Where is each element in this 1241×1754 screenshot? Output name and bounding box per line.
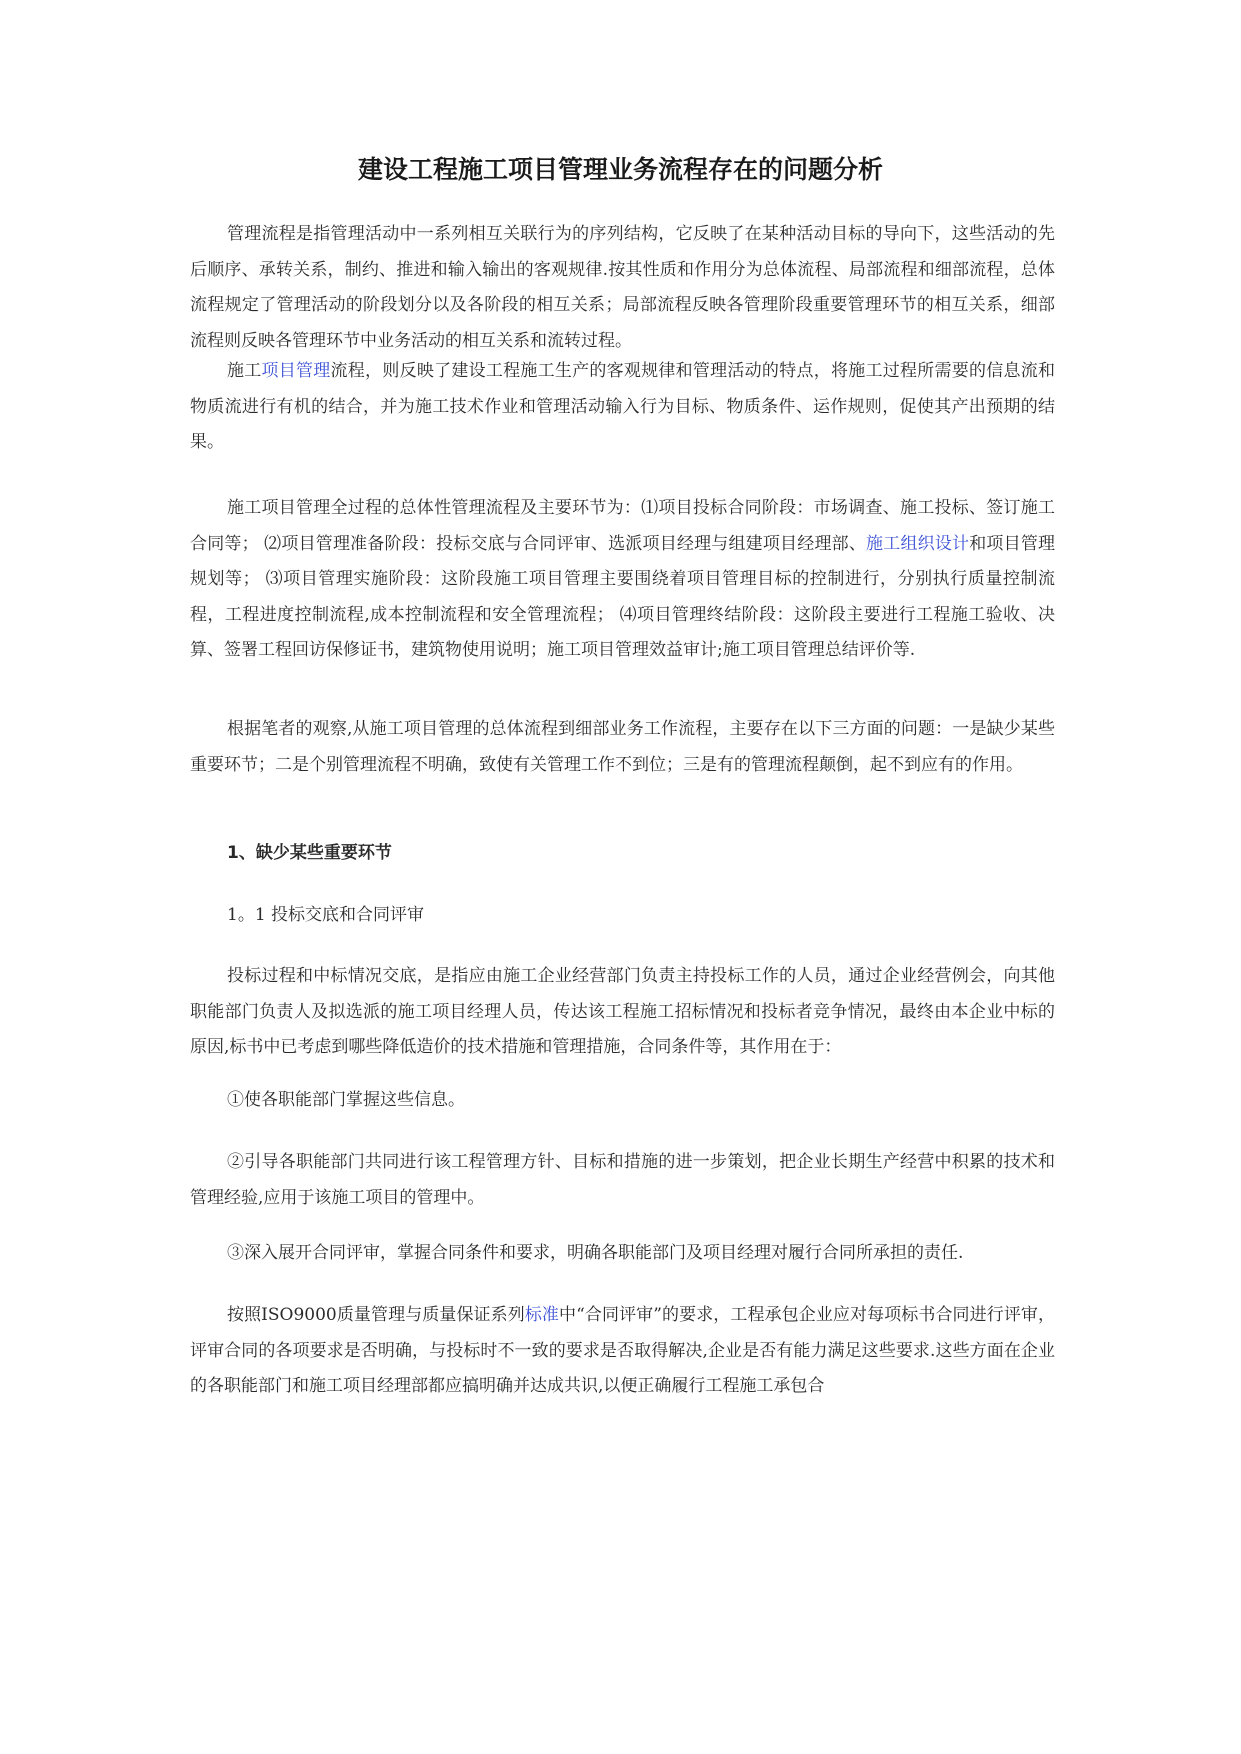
paragraph-construction-process — [190, 354, 1055, 461]
paragraph-management-process: 管理流程是指管理活动中一系列相互关联行为的序列结构，它反映了在某种活动目标的导向下，这些活动的先后顺序、承转关系，制约、推进和输入输出的客观规律.按其性质和作用分为总体流程、局部流程和细部流程，总体流程规定了管理活动的阶段划分以及各阶段的相互关系；局部流程反映各管理阶段重要管理环节的相互关系，细部流程则反映各管理环节中业务活动的相互关系和流转过程。 — [190, 224, 1055, 351]
paragraph-overall-process — [190, 491, 1055, 669]
link-standard[interactable]: 标准 — [524, 1305, 560, 1325]
link-construction-organization-design[interactable]: 施工组织设计 — [866, 533, 970, 554]
list-item-3: ③深入展开合同评审，掌握合同条件和要求，明确各职能部门及项目经理对履行合同所承担的责任. — [227, 1243, 964, 1263]
text-segment: 和项目管理规划等； ⑶项目管理实施阶段：这阶段施工项目管理主要围绕着项目管理目标的控制进行，分别执行质量控制流程，工程进度控制流程,成本控制流程和安全管理流程； ⑷项目管理终结阶段：这阶段主要进行工程施工验收、决算、签署工程回访保修证书，建筑物使用说明；施工项目管理效益审计;施工项目管理总结评价等. — [190, 533, 1056, 660]
list-item-1: ①使各职能部门掌握这些信息。 — [227, 1090, 465, 1110]
paragraph-bid-disclosure: 投标过程和中标情况交底，是指应由施工企业经营部门负责主持投标工作的人员，通过企业经营例会，向其他职能部门负责人及拟选派的施工项目经理人员，传达该工程施工招标情况和投标者竞争情况，最终由本企业中标的原因,标书中已考虑到哪些降低造价的技术措施和管理措施，合同条件等，其作用在于： — [190, 966, 1055, 1057]
text-segment: 按照ISO9000质量管理与质量保证系列 — [227, 1305, 525, 1325]
document-title: 建设工程施工项目管理业务流程存在的问题分析 — [357, 155, 883, 184]
subsection-heading-1-1: 1。1 投标交底和合同评审 — [227, 905, 425, 925]
section-heading-1: 1、缺少某些重要环节 — [227, 843, 392, 863]
paragraph-iso9000 — [190, 1298, 1055, 1405]
text-segment: 施工项目管理全过程的总体性管理流程及主要环节为：⑴项目投标合同阶段：市场调查、施工投标、签订施工合同等； ⑵项目管理准备阶段：投标交底与合同评审、选派项目经理与组建项目经理部、 — [190, 498, 1055, 554]
text-segment: 中“合同评审”的要求，工程承包企业应对每项标书合同进行评审，评审合同的各项要求是否明确，与投标时不一致的要求是否取得解决,企业是否有能力满足这些要求.这些方面在企业的各职能部门和施工项目经理部都应搞明确并达成共识,以便正确履行工程施工承包合 — [190, 1305, 1056, 1396]
text-segment: 施工 — [227, 361, 262, 381]
list-item-2: ②引导各职能部门共同进行该工程管理方针、目标和措施的进一步策划，把企业长期生产经营中积累的技术和管理经验,应用于该施工项目的管理中。 — [190, 1152, 1055, 1208]
paragraph-three-problems: 根据笔者的观察,从施工项目管理的总体流程到细部业务工作流程，主要存在以下三方面的问题：一是缺少某些重要环节；二是个别管理流程不明确，致使有关管理工作不到位；三是有的管理流程颠倒，起不到应有的作用。 — [190, 719, 1055, 775]
link-project-management[interactable]: 项目管理 — [261, 361, 331, 381]
text-segment: 流程，则反映了建设工程施工生产的客观规律和管理活动的特点，将施工过程所需要的信息流和物质流进行有机的结合，并为施工技术作业和管理活动输入行为目标、物质条件、运作规则，促使其产出预期的结果。 — [190, 361, 1056, 452]
